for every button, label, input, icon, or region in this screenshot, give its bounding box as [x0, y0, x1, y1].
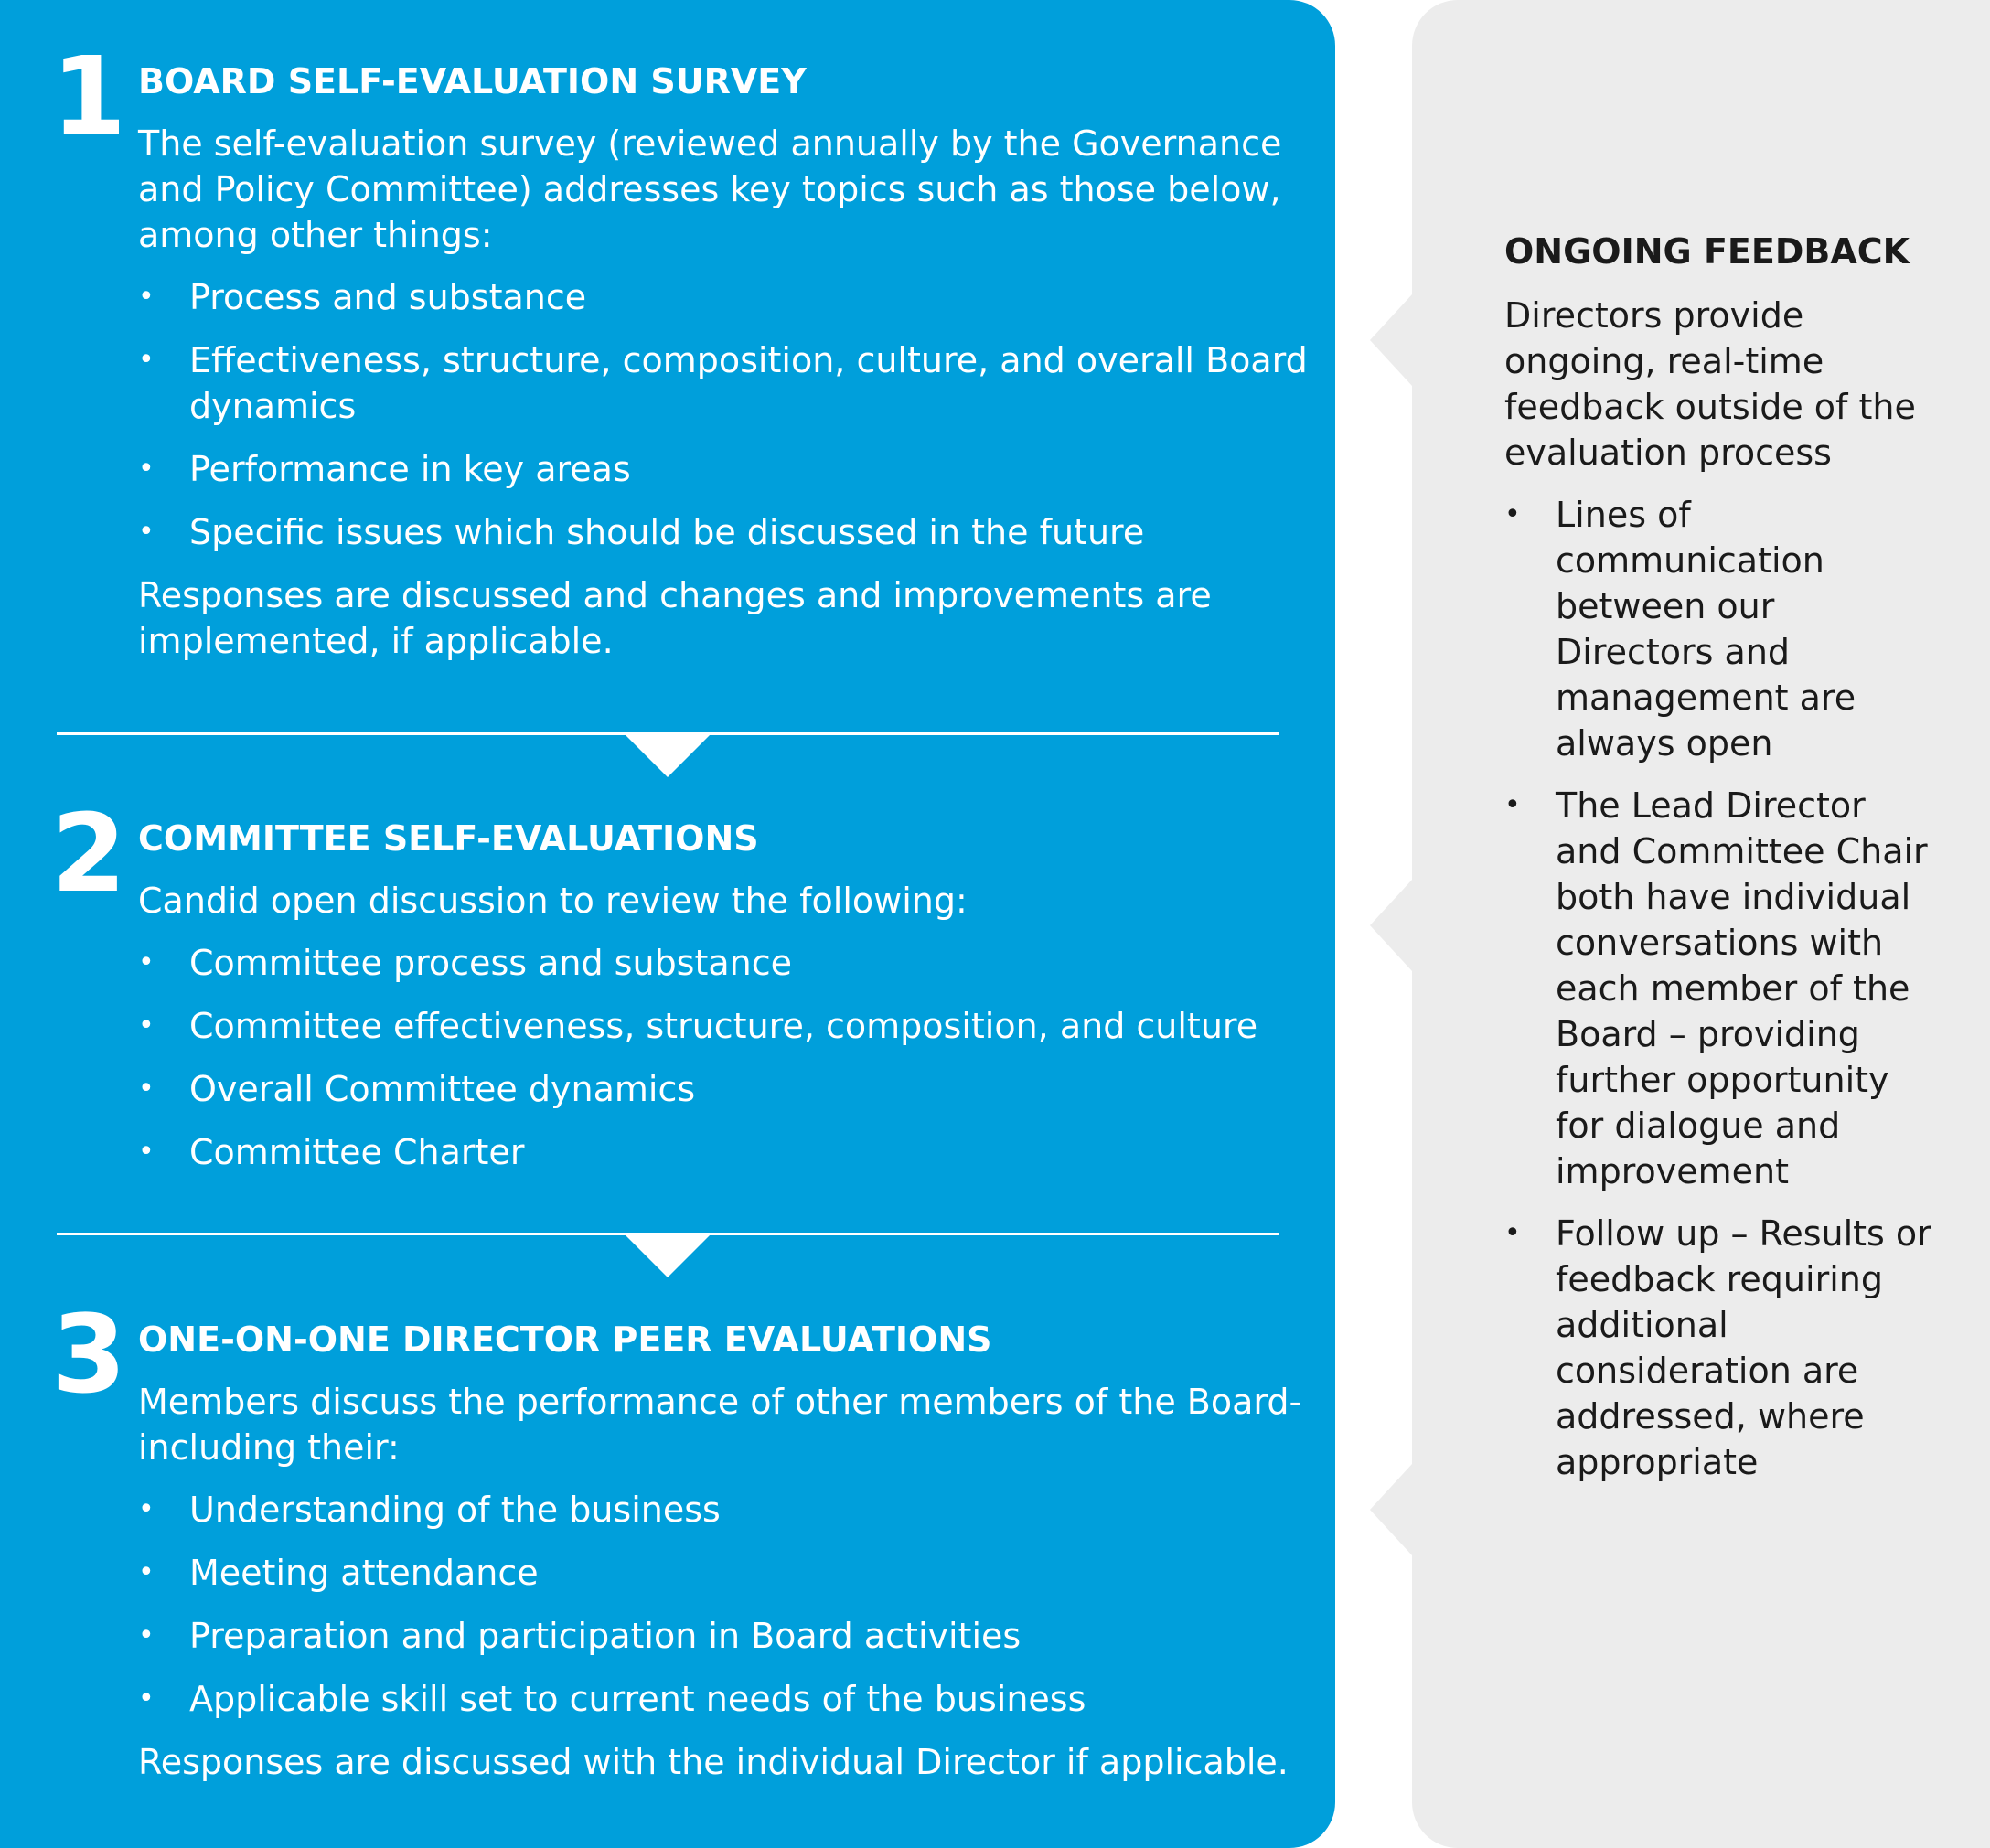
step-number-3: 3 [51, 1291, 127, 1417]
step-number-1: 1 [51, 33, 127, 159]
section-2-body [138, 816, 1308, 1192]
list-item: • Meeting attendance [138, 1550, 1308, 1596]
section-3-title: ONE-ON-ONE DIRECTOR PEER EVALUATIONS [138, 1319, 992, 1360]
feedback-content [1504, 229, 1934, 1501]
list-item: • Applicable skill set to current needs of the business [138, 1676, 1308, 1722]
section-1-body [138, 59, 1308, 664]
feedback-intro: Directors provide ongoing, real-time feedback outside of the evaluation process [1504, 295, 1916, 473]
section-2-bullet-list [138, 940, 1308, 1175]
list-item: • Overall Committee dynamics [138, 1066, 1308, 1112]
list-item: • Lines of communication between our Directors and management are always open [1504, 492, 1934, 766]
list-item: • Follow up – Results or feedback requiring additional consideration are addressed, where appropriate [1504, 1211, 1934, 1485]
callout-pointer [1370, 880, 1412, 971]
list-item: • Process and substance [138, 274, 1308, 320]
section-3-body [138, 1317, 1308, 1785]
section-3-intro: Members discuss the performance of other members of the Board-including their: [138, 1382, 1302, 1468]
list-item: • Performance in key areas [138, 446, 1308, 492]
ongoing-feedback-panel [1412, 0, 1990, 1848]
feedback-title: ONGOING FEEDBACK [1504, 231, 1910, 272]
down-arrow-icon [626, 1235, 710, 1277]
list-item: • Committee Charter [138, 1129, 1308, 1175]
list-item: • Preparation and participation in Board activities [138, 1613, 1308, 1659]
list-item: • Committee effectiveness, structure, composition, and culture [138, 1003, 1308, 1049]
list-item: • Effectiveness, structure, composition, culture, and overall Board dynamics [138, 337, 1308, 429]
section-1-bullet-list [138, 274, 1308, 555]
callout-pointer [1370, 294, 1412, 386]
list-item: • Specific issues which should be discussed in the future [138, 509, 1308, 555]
section-2-intro: Candid open discussion to review the following: [138, 881, 968, 921]
section-1-outro: Responses are discussed and changes and improvements are implemented, if applicable. [138, 575, 1212, 661]
section-1-title: BOARD SELF-EVALUATION SURVEY [138, 61, 807, 101]
down-arrow-icon [626, 735, 710, 777]
feedback-bullet-list [1504, 492, 1934, 1485]
callout-pointer [1370, 1464, 1412, 1555]
section-2-title: COMMITTEE SELF-EVALUATIONS [138, 818, 759, 859]
list-item: • Committee process and substance [138, 940, 1308, 986]
section-3-outro: Responses are discussed with the individual Director if applicable. [138, 1742, 1289, 1782]
section-3-bullet-list [138, 1487, 1308, 1722]
section-1-intro: The self-evaluation survey (reviewed annually by the Governance and Policy Committee) addresses key topics such as those below, among other things: [138, 123, 1282, 255]
step-number-2: 2 [51, 790, 127, 916]
list-item: • The Lead Director and Committee Chair both have individual conversations with each member of the Board – providing further opportunity for dialogue and improvement [1504, 783, 1934, 1194]
list-item: • Understanding of the business [138, 1487, 1308, 1533]
